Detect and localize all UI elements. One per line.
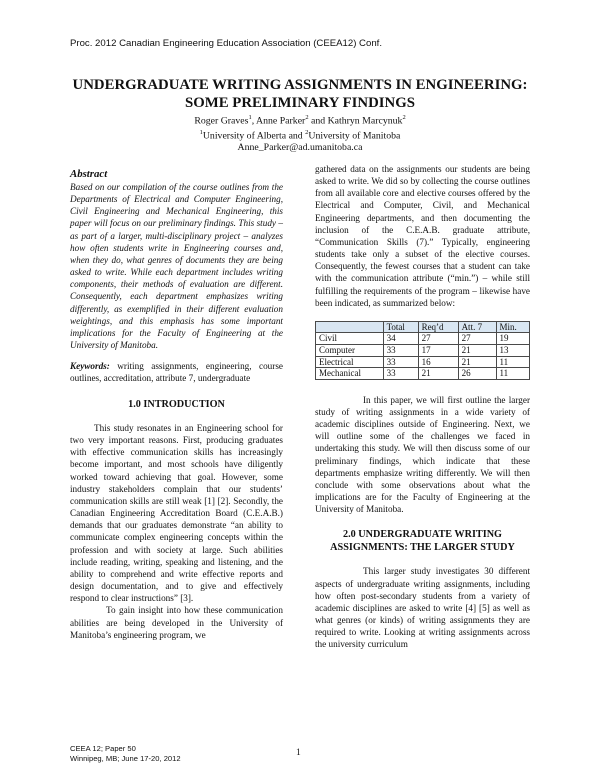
- affiliations: $^1$University of Alberta and $^2$University of Manitoba: [199, 128, 401, 142]
- table-header-row: [316, 321, 530, 333]
- table-header-cell: Req’d: [418, 321, 458, 333]
- table-cell: 33: [383, 368, 418, 380]
- keywords-text: writing assignments, engineering, course outlines, accreditation, attribute 7, undergraduate: [70, 361, 283, 384]
- left-column: [70, 168, 283, 641]
- table-cell: 11: [496, 356, 529, 368]
- table-cell: 33: [383, 356, 418, 368]
- page-number: 1: [296, 748, 301, 758]
- table-cell: Electrical: [316, 356, 384, 368]
- table-row: [316, 333, 530, 345]
- table-cell: 13: [496, 345, 529, 357]
- table-cell: Mechanical: [316, 368, 384, 380]
- title-line-1: UNDERGRADUATE WRITING ASSIGNMENTS IN ENGINEERING:: [72, 77, 528, 93]
- larger-study-paragraph: This larger study investigates 30 different aspects of undergraduate writing assignments, including how often post-secondary students from a variety of academic disciplines are asked to write [4] [5] as well as what genres (or kinds) of writing assignments they are required to write. Looking at writing assignments across the university curriculum: [315, 566, 530, 650]
- table-cell: 21: [458, 356, 496, 368]
- table-cell: 19: [496, 333, 529, 345]
- keywords-label: Keywords:: [70, 361, 110, 372]
- continued-paragraph: gathered data on the assignments our students are being asked to write. We did so by collecting the course outlines from all available core and elective courses offered by the Electrical and Computer, Civil, and Mechanical Engineering departments, and then documenting the inclusion of the C.E.A.B. graduate attribute, “Communication Skills (7).” Typically, engineering students take only a subset of the elective courses. Consequently, the fewest courses that a student can take with the communication attribute (“min.”) – while still fulfilling the requirements of the program – likewise have been indicated, as summarized below:: [315, 164, 530, 308]
- outline-paragraph: In this paper, we will first outline the larger study of writing assignments in a wide variety of academic disciplines outside of Engineering. Next, we will outline some of the challenges we faced in undertaking this study. We will then discuss some of our preliminary findings, which indicate that these departments emphasize writing differently. We will then conclude with some observations about what the implications are for the Faculty of Engineering at the University of Manitoba.: [315, 394, 530, 515]
- table-row: [316, 368, 530, 380]
- course-count-table: [315, 321, 530, 380]
- author-names: Roger Graves$^1$, Anne Parker$^2$ and Kathryn Marcynuk$^2$: [194, 114, 406, 127]
- table-cell: Computer: [316, 345, 384, 357]
- footer-location: Winnipeg, MB; June 17-20, 2012: [70, 754, 181, 763]
- table-header-cell: [316, 321, 384, 333]
- table-cell: 34: [383, 333, 418, 345]
- table-cell: 16: [418, 356, 458, 368]
- table-cell: 26: [458, 368, 496, 380]
- section-heading-intro: 1.0 INTRODUCTION: [128, 398, 225, 410]
- table-cell: 21: [418, 368, 458, 380]
- author-block: [60, 112, 540, 153]
- paper-title: [60, 76, 540, 112]
- running-header: Proc. 2012 Canadian Engineering Education Association (CEEA12) Conf.: [70, 38, 382, 49]
- footer-paper-id: CEEA 12; Paper 50: [70, 744, 136, 753]
- table-cell: 33: [383, 345, 418, 357]
- table-cell: 11: [496, 368, 529, 380]
- table-header-cell: Att. 7: [458, 321, 496, 333]
- table-header-cell: Min.: [496, 321, 529, 333]
- table-header-cell: Total: [383, 321, 418, 333]
- abstract-heading: Abstract: [70, 168, 108, 180]
- page-footer: [70, 744, 181, 764]
- abstract-text: Based on our compilation of the course outlines from the Departments of Electrical and Computer Engineering, Civil Engineering and Mechanical Engineering, this paper will focus on our preliminary findings. This study – as part of a larger, multi-disciplinary project – analyzes how often students write in Engineering courses and, when they do, what genres of documents they are being asked to write. While each department includes writing components, their methods of evaluation are different. Consequently, each department emphasizes writing differently, as exemplified in their different evaluation weightings, and this emphasis has some important implications for the Faculty of Engineering at the University of Manitoba.: [70, 182, 283, 351]
- right-column: [315, 163, 530, 651]
- table-cell: 21: [458, 345, 496, 357]
- table-cell: Civil: [316, 333, 384, 345]
- intro-paragraph-2: To gain insight into how these communication abilities are being developed in the University of Manitoba’s engineering program, we: [70, 605, 283, 640]
- table-cell: 27: [458, 333, 496, 345]
- intro-paragraph-1: This study resonates in an Engineering school for two very important reasons. First, producing graduates with effective communication skills has increasingly become important, and most schools have diligently worked toward achieving that goal. However, some industry stakeholders complain that our students’ communication skills are still weak [1] [2]. Secondly, the Canadian Engineering Accreditation Board (C.E.A.B.) demands that our graduates demonstrate “an ability to communicate complex engineering concepts within the profession and with society at large. Such abilities include reading, writing, speaking and listening, and the ability to comprehend and write effective reports and design documentation, and to give and effectively respond to clear instructions” [3].: [70, 423, 283, 604]
- table-cell: 27: [418, 333, 458, 345]
- table-row: [316, 345, 530, 357]
- table-cell: 17: [418, 345, 458, 357]
- section-heading-larger-study: 2.0 UNDERGRADUATE WRITING ASSIGNMENTS: THE LARGER STUDY: [330, 529, 515, 553]
- keywords: [70, 360, 283, 384]
- table-row: [316, 356, 530, 368]
- title-line-2: SOME PRELIMINARY FINDINGS: [185, 95, 415, 111]
- contact-email: Anne_Parker@ad.umanitoba.ca: [237, 141, 363, 153]
